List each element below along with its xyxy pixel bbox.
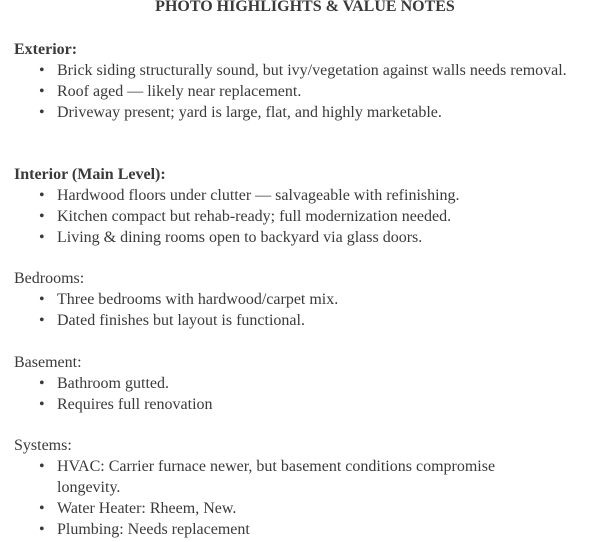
list-item: • Requires full renovation xyxy=(57,394,604,415)
basement-list xyxy=(14,373,604,415)
list-item: • Hardwood floors under clutter — salvageable with refinishing. xyxy=(57,185,604,206)
document-title: PHOTO HIGHLIGHTS & VALUE NOTES xyxy=(155,0,455,15)
systems-list xyxy=(14,456,604,540)
section-heading-interior: Interior (Main Level): xyxy=(14,166,166,183)
list-item: • Plumbing: Needs replacement xyxy=(57,519,604,540)
list-item: • Three bedrooms with hardwood/carpet mix. xyxy=(57,289,604,310)
list-item: • Water Heater: Rheem, New. xyxy=(57,498,604,519)
section-heading-bedrooms: Bedrooms: xyxy=(14,270,85,287)
bedrooms-list xyxy=(14,289,604,331)
list-item: • Living & dining rooms open to backyard via glass doors. xyxy=(57,227,604,248)
section-heading-systems: Systems: xyxy=(14,437,72,454)
section-heading-exterior: Exterior: xyxy=(14,41,78,58)
list-item: • Roof aged — likely near replacement. xyxy=(57,81,604,102)
exterior-list xyxy=(14,60,604,123)
list-item: • Kitchen compact but rehab-ready; full modernization needed. xyxy=(57,206,604,227)
list-item: • Dated finishes but layout is functional. xyxy=(57,310,604,331)
list-item: • Driveway present; yard is large, flat, and highly marketable. xyxy=(57,102,604,123)
section-interior xyxy=(14,164,604,248)
section-bedrooms xyxy=(14,268,604,331)
section-heading-basement: Basement: xyxy=(14,354,82,371)
section-basement xyxy=(14,352,604,415)
interior-list xyxy=(14,185,604,248)
section-exterior xyxy=(14,39,604,123)
list-item: • Bathroom gutted. xyxy=(57,373,604,394)
list-item: • HVAC: Carrier furnace newer, but basement conditions compromise longevity. xyxy=(57,456,557,498)
section-systems xyxy=(14,435,604,540)
list-item: • Brick siding structurally sound, but ivy/vegetation against walls needs removal. xyxy=(57,60,577,81)
